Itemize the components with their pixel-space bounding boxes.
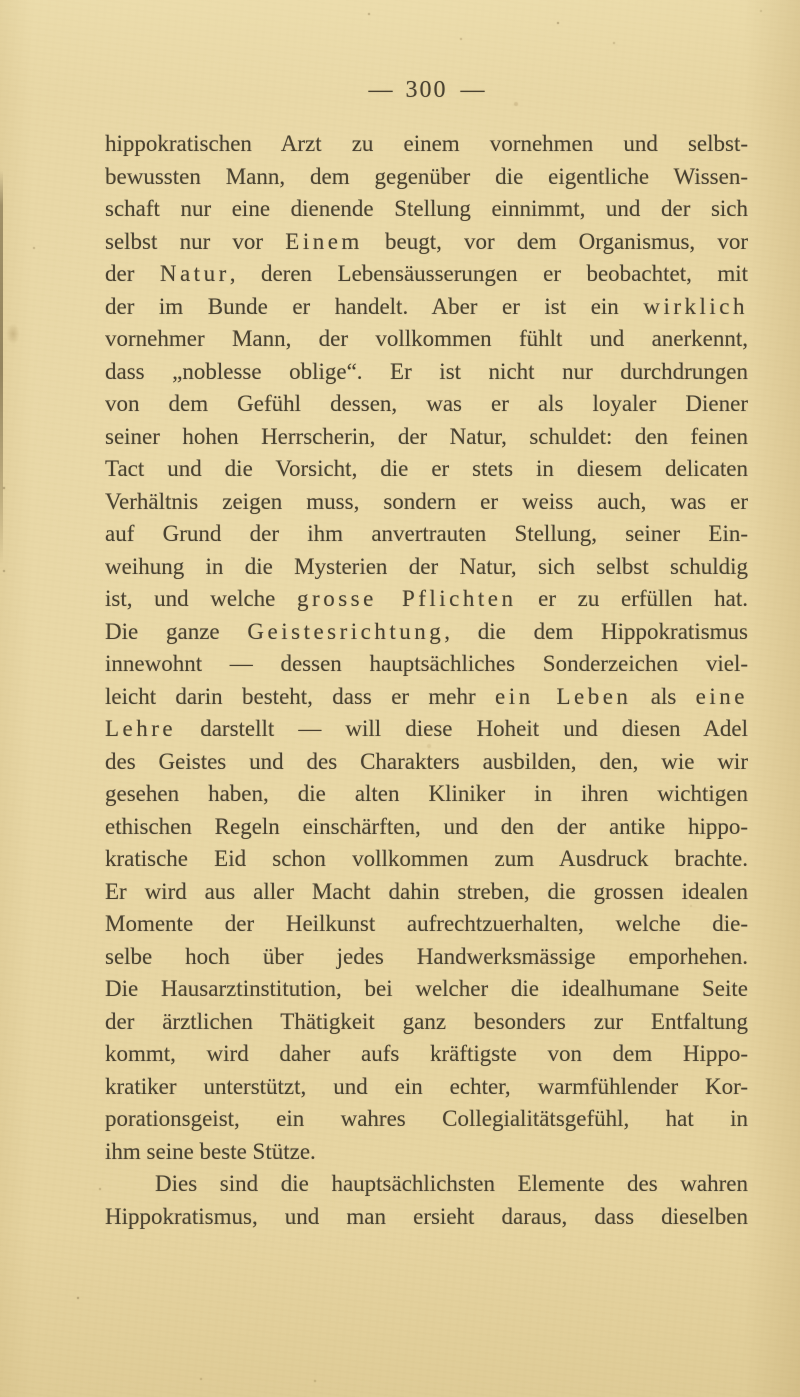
paper-specks — [0, 0, 2, 2]
text-segment: selbe hoch über jedes Handwerksmässige emporhehen. — [105, 943, 748, 969]
text-segment: Dies sind die hauptsächlichsten Elemente des wahren — [155, 1171, 748, 1196]
text-segment: , die dem Hippokratismus — [444, 618, 748, 644]
text-line — [105, 616, 748, 649]
text-segment: kommt, wird daher aufs kräftigste von dem Hippo- — [105, 1041, 748, 1066]
text-segment: innewohnt — dessen hauptsächliches Sonderzeichen viel- — [105, 651, 748, 676]
text-segment: der — [105, 261, 160, 286]
text-line — [105, 291, 748, 324]
page-number-dash-right: — — [460, 77, 485, 103]
text-line — [105, 388, 748, 421]
text-segment: Hippokratismus, und man ersieht daraus, dass dieselben — [105, 1203, 748, 1229]
page-number-value: 300 — [405, 77, 448, 103]
text-segment: Er wird aus aller Macht dahin streben, die grossen idealen — [105, 878, 748, 904]
text-line — [105, 258, 748, 291]
emphasized-text: grosse Pflichten — [297, 586, 517, 611]
text-segment: kratische Eid schon vollkommen zum Ausdruck brachte. — [105, 846, 748, 871]
paper-smudge — [4, 320, 22, 348]
text-segment: ist, und welche — [105, 586, 298, 611]
text-line — [105, 1103, 748, 1136]
emphasized-text: Natur — [159, 261, 230, 286]
text-line — [105, 713, 748, 746]
text-segment: , deren Lebensäusserungen er beobachtet, mit — [229, 261, 748, 286]
text-segment: Tact und die Vorsicht, die er stets in diesem delicaten — [105, 456, 748, 481]
scan-edge-shadow — [0, 170, 3, 565]
text-line — [105, 323, 748, 356]
text-segment: ethischen Regeln einschärften, und den der antike hippo- — [105, 813, 748, 839]
text-segment: Verhältnis zeigen muss, sondern er weiss auch, was er — [105, 488, 748, 514]
text-line — [105, 1136, 748, 1169]
text-segment: leicht darin besteht, dass er mehr — [105, 683, 496, 709]
text-line — [105, 551, 748, 584]
emphasized-text: eine — [695, 683, 748, 709]
text-line — [105, 1168, 748, 1201]
text-line — [105, 778, 748, 811]
text-line — [105, 1071, 748, 1104]
text-segment: der ärztlichen Thätigkeit ganz besonders zur Entfaltung — [105, 1008, 748, 1034]
text-segment: des Geistes und des Charakters ausbilden, den, wie wir — [105, 748, 748, 774]
text-segment: hippokratischen Arzt zu einem vornehmen und selbst- — [105, 131, 748, 156]
text-line — [105, 486, 748, 519]
text-segment: Momente der Heilkunst aufrechtzuerhalten, welche die- — [105, 911, 748, 936]
text-segment: auf Grund der ihm anvertrauten Stellung, seiner Ein- — [105, 521, 748, 546]
text-line — [105, 843, 748, 876]
page-number — [105, 78, 748, 102]
text-segment: vornehmer Mann, der vollkommen fühlt und anerkennt, — [105, 326, 748, 351]
text-line — [105, 648, 748, 681]
text-segment: bewussten Mann, dem gegenüber die eigentliche Wissen- — [105, 163, 748, 189]
text-line — [105, 226, 748, 259]
text-segment: gesehen haben, die alten Kliniker in ihren wichtigen — [105, 781, 748, 806]
page-text — [105, 128, 748, 1233]
emphasized-text: wirklich — [643, 293, 748, 319]
text-segment: porationsgeist, ein wahres Collegialitätsgefühl, hat in — [105, 1106, 748, 1131]
text-line — [105, 876, 748, 909]
text-segment: er zu erfüllen hat. — [516, 586, 748, 611]
text-segment: seiner hohen Herrscherin, der Natur, schuldet: den feinen — [105, 423, 748, 449]
text-line — [105, 1038, 748, 1071]
page-number-dash-left: — — [368, 77, 393, 103]
text-segment: weihung in die Mysterien der Natur, sich selbst schuldig — [105, 553, 748, 579]
text-segment: der im Bunde er handelt. Aber er ist ein — [105, 293, 644, 319]
emphasized-text: Geistesrichtung — [247, 618, 445, 644]
text-segment: dass „noblesse oblige“. Er ist nicht nur durchdrungen — [105, 358, 748, 384]
text-segment: von dem Gefühl dessen, was er als loyaler Diener — [105, 391, 748, 416]
text-line — [105, 421, 748, 454]
text-line — [105, 941, 748, 974]
text-segment: selbst nur vor — [105, 228, 286, 254]
text-line — [105, 1201, 748, 1234]
text-segment: schaft nur eine dienende Stellung einnimmt, und der sich — [105, 196, 748, 221]
text-line — [105, 1006, 748, 1039]
emphasized-text: ein Leben — [495, 683, 632, 709]
text-line — [105, 453, 748, 486]
text-line — [105, 681, 748, 714]
emphasized-text: Einem — [285, 228, 363, 254]
text-line — [105, 811, 748, 844]
text-segment: als — [631, 683, 696, 709]
text-segment: ihm seine beste Stütze. — [105, 1138, 316, 1164]
emphasized-text: Lehre — [105, 716, 177, 741]
text-line — [105, 908, 748, 941]
text-line — [105, 973, 748, 1006]
text-line — [105, 356, 748, 389]
text-line — [105, 518, 748, 551]
text-segment: kratiker unterstützt, und ein echter, warmfühlender Kor- — [105, 1073, 748, 1099]
text-line — [105, 193, 748, 226]
text-segment: Die ganze — [105, 618, 248, 644]
text-line — [105, 583, 748, 616]
text-line — [105, 128, 748, 161]
text-segment: beugt, vor dem Organismus, vor — [362, 228, 748, 254]
text-segment: Die Hausarztinstitution, bei welcher die idealhumane Seite — [105, 976, 748, 1001]
text-segment: darstellt — will diese Hoheit und diesen Adel — [176, 716, 748, 741]
text-line — [105, 746, 748, 779]
text-line — [105, 161, 748, 194]
